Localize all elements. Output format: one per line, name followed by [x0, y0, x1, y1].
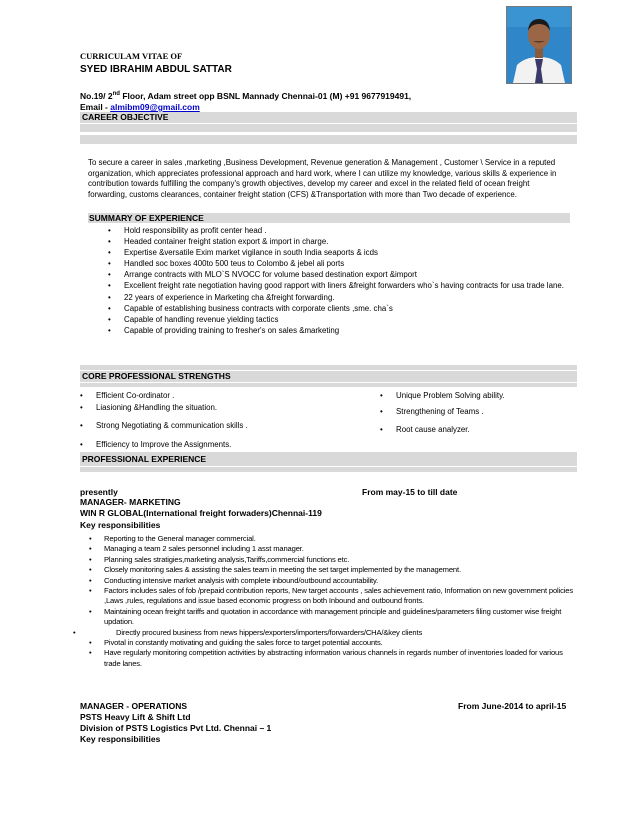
- job1-when: presently: [80, 487, 118, 497]
- list-item: • Root cause analyzer.: [396, 425, 576, 437]
- list-item: • Reporting to the General manager commercial.: [104, 534, 578, 544]
- list-item: • Capable of establishing business contracts with corporate clients ,sme. cha`s: [124, 303, 572, 314]
- list-item: • Arrange contracts with MLO`S NVOCC for volume based destination export &import: [124, 269, 572, 280]
- job1-responsibilities: [104, 534, 578, 669]
- list-item: • Pivotal in constantly motivating and guiding the sales force to target potential accounts.: [104, 638, 578, 648]
- list-item: • Strengthening of Teams .: [396, 407, 576, 425]
- email-link[interactable]: almibm09@gmail.com: [110, 102, 200, 112]
- summary-heading: SUMMARY OF EXPERIENCE: [88, 213, 570, 223]
- job2-dates: From June-2014 to april-15: [458, 701, 567, 711]
- list-item: • Hold responsibility as profit center head .: [124, 225, 572, 236]
- list-item: • Conducting intensive market analysis with complete inbound/outbound accountability.: [104, 576, 578, 586]
- section-divider: [80, 135, 577, 144]
- section-divider: [80, 124, 577, 132]
- profile-photo-icon: [507, 7, 571, 83]
- list-item: • Excellent freight rate negotiation having good rapport with liners &freight forwarders who`s having contracts for usa trade lane.: [124, 280, 572, 291]
- career-objective-heading: CAREER OBJECTIVE: [80, 112, 577, 123]
- candidate-name: SYED IBRAHIM ABDUL SATTAR: [80, 64, 232, 75]
- job2-division: Division of PSTS Logistics Pvt Ltd. Chennai – 1: [80, 723, 272, 733]
- document-label: CURRICULAM VITAE OF: [80, 51, 183, 61]
- section-divider: [80, 365, 577, 370]
- list-item: • 22 years of experience in Marketing cha &freight forwarding.: [124, 292, 572, 303]
- list-item: • Closely monitoring sales & assisting the sales team in meeting the set target implemented by the management.: [104, 565, 578, 575]
- list-item: • Planning sales stratigies,marketing analysis,Tariffs,commercial functions etc.: [104, 555, 578, 565]
- list-item: • Strong Negotiating & communication skills .: [96, 421, 326, 440]
- section-divider: [80, 467, 577, 472]
- list-item: • Factors includes sales of fob /prepaid contribution reports, New target accounts , sales achievement ratio, Information on new government policies ,Laws ,rules, regulations and issue based economic progress on both Inbound and outbound fronts.: [104, 586, 578, 607]
- list-item: • Efficient Co-ordinator .: [96, 391, 326, 403]
- professional-experience-heading: PROFESSIONAL EXPERIENCE: [80, 452, 577, 466]
- list-item: • Unique Problem Solving ability.: [396, 391, 576, 407]
- list-item: • Managing a team 2 sales personnel including 1 asst manager.: [104, 544, 578, 554]
- job1-title: MANAGER- MARKETING: [80, 497, 181, 507]
- section-divider: [80, 383, 577, 387]
- list-item: • Efficiency to Improve the Assignments.: [96, 440, 326, 452]
- core-strengths-left: [96, 391, 326, 452]
- list-item: • Handled soc boxes 400to 500 teus to Colombo & jebel ali ports: [124, 258, 572, 269]
- list-item: • Maintaining ocean freight tariffs and quotation in accordance with management principle and guidelines/parameters filing customer wise freight updation.: [104, 607, 578, 628]
- job1-company: WIN R GLOBAL(International freight forwaders)Chennai-119: [80, 508, 322, 518]
- list-item: • Headed container freight station export & import in charge.: [124, 236, 572, 247]
- list-item: • Expertise &versatile Exim market vigilance in south India seaports & icds: [124, 247, 572, 258]
- job2-resp-label: Key responsibilities: [80, 734, 161, 744]
- job2-title: MANAGER - OPERATIONS: [80, 701, 188, 711]
- job1-dates: From may-15 to till date: [362, 487, 458, 497]
- list-item: • Liasioning &Handling the situation.: [96, 403, 326, 421]
- core-strengths-heading: CORE PROFESSIONAL STRENGTHS: [80, 371, 577, 382]
- core-strengths-right: [396, 391, 576, 437]
- profile-photo: [506, 6, 572, 84]
- job1-resp-label: Key responsibilities: [80, 520, 161, 530]
- summary-list: [124, 225, 572, 336]
- list-item: • Directly procured business from news hippers/exporters/importers/forwarders/CHA/&key clients: [116, 628, 578, 638]
- job2-company: PSTS Heavy Lift & Shift Ltd: [80, 712, 191, 722]
- list-item: • Have regularly monitoring competition activities by abstracting information various channels in regards number of inventories loaded for various trade lanes.: [104, 648, 578, 669]
- address-line: No.19/ 2nd Floor, Adam street opp BSNL Mannady Chennai-01 (M) +91 9677919491,: [80, 91, 412, 101]
- list-item: • Capable of handling revenue yielding tactics: [124, 314, 572, 325]
- email-line: Email - almibm09@gmail.com: [80, 102, 200, 112]
- objective-text: To secure a career in sales ,marketing ,Business Development, Revenue generation & Management , Customer \ Service in a reputed organization, which appreciates professional approach and hard work, where I can utilize my knowledge, various skills & experience in contribution towards fulfilling the company's growth objectives, develop my career and excel in the related field of ocean freight forwarding, customs clearances, container freight station (CFS) &Transportation with more than Two decade of experience.: [88, 158, 557, 199]
- list-item: • Capable of providing training to fresher's on sales &marketing: [124, 325, 572, 336]
